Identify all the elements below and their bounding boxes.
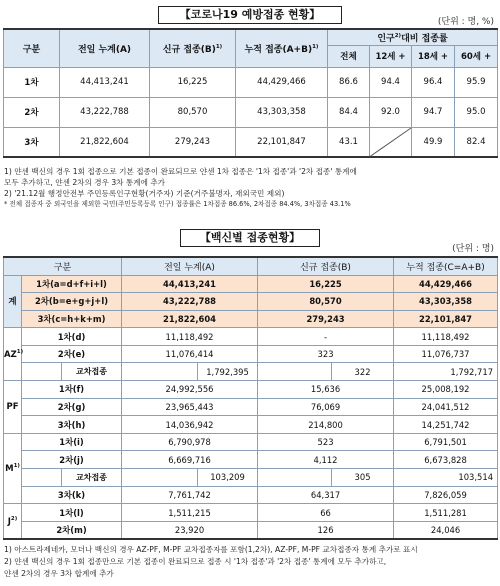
- cell-cum: 14,251,742: [394, 416, 498, 434]
- row-label: 2차(b=e+g+j+l): [22, 293, 122, 311]
- vaccine-type-title: 【백신별 접종현황】: [180, 229, 320, 247]
- table1-unit: (단위 : 명, %): [437, 17, 494, 27]
- note-star: * 전체 접종자 중 외국인을 제외한 국민(주민등록등록 인구) 접종률은 1차접종 86.6%, 2차접종 84.4%, 3차접종 43.1%: [4, 200, 351, 208]
- cell-new: 523: [258, 433, 394, 451]
- cell-new: 64,317: [258, 486, 394, 504]
- cell-prev: 23,920: [122, 521, 258, 539]
- indent-cell: [122, 469, 198, 487]
- cell-new: 126: [258, 521, 394, 539]
- cell-new: 214,800: [258, 416, 394, 434]
- table-row-cross: [4, 363, 498, 381]
- table-row-cross: [4, 469, 498, 487]
- vaccine-type-table: [3, 256, 498, 540]
- header-rate-60: 60세 +: [455, 45, 498, 67]
- table-row: [4, 275, 498, 293]
- vaccination-status-title: 【코로나19 예방접종 현황】: [158, 6, 342, 24]
- table-row: [4, 381, 498, 399]
- cell-prev: 14,036,942: [122, 416, 258, 434]
- header-category: 구분: [4, 257, 122, 275]
- indent-cell: [22, 363, 62, 381]
- table-row: [4, 67, 498, 97]
- cell-cum: 25,008,192: [394, 381, 498, 399]
- cell-prev: 103,209: [198, 469, 258, 487]
- table-row: [4, 398, 498, 416]
- cell-prev: 11,118,492: [122, 328, 258, 346]
- cell-new: 279,243: [150, 127, 236, 157]
- table-row: [4, 486, 498, 504]
- indent-cell: [258, 363, 332, 381]
- cell-prev: 43,222,788: [122, 293, 258, 311]
- indent-cell: [122, 363, 198, 381]
- cell-rate-12-empty: [370, 127, 412, 157]
- cell-cum: 6,673,828: [394, 451, 498, 469]
- note-1: 1) 아스트라제네카, 모더나 백신의 경우 AZ-PF, M-PF 교차접종자를 포함(1,2차), AZ-PF, M-PF 교차접종자 통계 추가로 표시: [4, 545, 418, 554]
- header-prev: 전일 누계(A): [122, 257, 258, 275]
- note-2: 2) '21.12월 행정안전부 주민등록인구현황(거주자) 기준(거주불명자, 재외국민 제외): [4, 189, 285, 198]
- cell-prev: 44,413,241: [122, 275, 258, 293]
- cell-new: -: [258, 328, 394, 346]
- cell-rate-all: 84.4: [328, 97, 370, 127]
- cell-prev: 1,792,395: [198, 363, 258, 381]
- cell-new: 16,225: [258, 275, 394, 293]
- table-row: [4, 310, 498, 328]
- table-row: [4, 345, 498, 363]
- cell-prev: 7,761,742: [122, 486, 258, 504]
- header-rate: 인구$^{2)}$대비 접종률: [328, 29, 498, 45]
- cell-cum: 24,046: [394, 521, 498, 539]
- indent-cell: [258, 469, 332, 487]
- cell-prev: 6,790,978: [122, 433, 258, 451]
- row-label: 3차(k): [22, 486, 122, 504]
- cell-new: 80,570: [150, 97, 236, 127]
- cell-cum: 43,303,358: [236, 97, 328, 127]
- note-1: 1) 얀센 백신의 경우 1회 접종으로 기본 접종이 완료되므로 얀센 1차 접종은 '1차 접종'과 '2차 접종' 통계에: [4, 167, 357, 176]
- header-new: 신규 접종$(B)^{1)}$: [150, 29, 236, 67]
- cell-rate-18: 49.9: [412, 127, 455, 157]
- header-category: 구분: [4, 29, 60, 67]
- cell-prev: 6,669,716: [122, 451, 258, 469]
- row-label: 2차(m): [22, 521, 122, 539]
- table-row: [4, 504, 498, 522]
- header-cumulative: 누적 접종$(A+B)^{1)}$: [236, 29, 328, 67]
- cell-cum: 7,826,059: [394, 486, 498, 504]
- cell-rate-18: 96.4: [412, 67, 455, 97]
- cell-cum: 43,303,358: [394, 293, 498, 311]
- note-1-cont: 모두 추가하고, 얀센 2차의 경우 3차 통계에 추가: [4, 178, 166, 187]
- cell-cum: 44,429,466: [394, 275, 498, 293]
- header-new: 신규 접종(B): [258, 257, 394, 275]
- indent-cell: [22, 469, 62, 487]
- cell-rate-all: 43.1: [328, 127, 370, 157]
- group-j-label: $J^{2)}$: [4, 504, 22, 539]
- row-label-cross: 교차접종: [62, 469, 122, 487]
- cell-cum: 24,041,512: [394, 398, 498, 416]
- row-label: 2차(g): [22, 398, 122, 416]
- cell-cum: 44,429,466: [236, 67, 328, 97]
- header-cum: 누적 접종(C=A+B): [394, 257, 498, 275]
- row-label: 3차: [4, 127, 60, 157]
- row-label: 1차(f): [22, 381, 122, 399]
- table-row: [4, 416, 498, 434]
- cell-prev: 1,511,215: [122, 504, 258, 522]
- row-label: 3차(c=h+k+m): [22, 310, 122, 328]
- group-az-label: AZ$^{1)}$: [4, 328, 22, 381]
- header-rate-12: 12세 +: [370, 45, 412, 67]
- table-row: [4, 451, 498, 469]
- cell-rate-60: 95.9: [455, 67, 498, 97]
- cell-new: 66: [258, 504, 394, 522]
- cell-prev: 24,992,556: [122, 381, 258, 399]
- header-rate-all: 전체: [328, 45, 370, 67]
- row-label: 2차(j): [22, 451, 122, 469]
- cell-cum: 103,514: [394, 469, 498, 487]
- cell-prev: 43,222,788: [60, 97, 150, 127]
- cell-new: 305: [332, 469, 394, 487]
- cell-rate-60: 95.0: [455, 97, 498, 127]
- cell-new: 323: [258, 345, 394, 363]
- cell-cum: 11,118,492: [394, 328, 498, 346]
- cell-rate-12: 92.0: [370, 97, 412, 127]
- row-label: 3차(h): [22, 416, 122, 434]
- cell-prev: 21,822,604: [60, 127, 150, 157]
- row-label: 1차(l): [22, 504, 122, 522]
- row-label: 2차(e): [22, 345, 122, 363]
- row-label: 1차(d): [22, 328, 122, 346]
- table-row: [4, 97, 498, 127]
- cell-prev: 44,413,241: [60, 67, 150, 97]
- cell-prev: 21,822,604: [122, 310, 258, 328]
- cell-rate-18: 94.7: [412, 97, 455, 127]
- cell-new: 15,636: [258, 381, 394, 399]
- note-2-cont: 얀센 2차의 경우 3차 합계에 추가: [4, 569, 114, 578]
- header-cumulative-prev: 전일 누계(A): [60, 29, 150, 67]
- cell-prev: 11,076,414: [122, 345, 258, 363]
- cell-cum: 1,792,717: [394, 363, 498, 381]
- cell-new: 76,069: [258, 398, 394, 416]
- row-label-cross: 교차접종: [62, 363, 122, 381]
- cell-cum: 6,791,501: [394, 433, 498, 451]
- table2-unit: (단위 : 명): [452, 244, 494, 254]
- cell-prev: 23,965,443: [122, 398, 258, 416]
- table-row: [4, 127, 498, 157]
- row-label: 2차: [4, 97, 60, 127]
- cell-rate-all: 86.6: [328, 67, 370, 97]
- table1-notes: [4, 166, 496, 210]
- cell-rate-60: 82.4: [455, 127, 498, 157]
- cell-cum: 11,076,737: [394, 345, 498, 363]
- vaccination-status-table: [3, 28, 498, 158]
- note-2: 2) 얀센 백신의 경우 1회 접종만으로 기본 접종이 완료되므로 접종 시 '1차 접종'과 '2차 접종' 통계에 모두 추가하고,: [4, 557, 387, 566]
- header-rate-18: 18세 +: [412, 45, 455, 67]
- group-m-label: $M^{1)}$: [4, 433, 22, 503]
- cell-new: 80,570: [258, 293, 394, 311]
- cell-cum: 22,101,847: [236, 127, 328, 157]
- table-row: [4, 328, 498, 346]
- group-total-label: 계: [4, 275, 22, 328]
- cell-new: 16,225: [150, 67, 236, 97]
- table2-notes: [4, 544, 496, 580]
- cell-new: 322: [332, 363, 394, 381]
- diagonal-line: [370, 128, 411, 157]
- group-pf-label: PF: [4, 381, 22, 434]
- table-row: [4, 293, 498, 311]
- cell-new: 279,243: [258, 310, 394, 328]
- cell-new: 4,112: [258, 451, 394, 469]
- table-row: [4, 433, 498, 451]
- table-row: [4, 521, 498, 539]
- cell-cum: 1,511,281: [394, 504, 498, 522]
- cell-rate-12: 94.4: [370, 67, 412, 97]
- row-label: 1차: [4, 67, 60, 97]
- cell-cum: 22,101,847: [394, 310, 498, 328]
- row-label: 1차(i): [22, 433, 122, 451]
- row-label: 1차(a=d+f+i+l): [22, 275, 122, 293]
